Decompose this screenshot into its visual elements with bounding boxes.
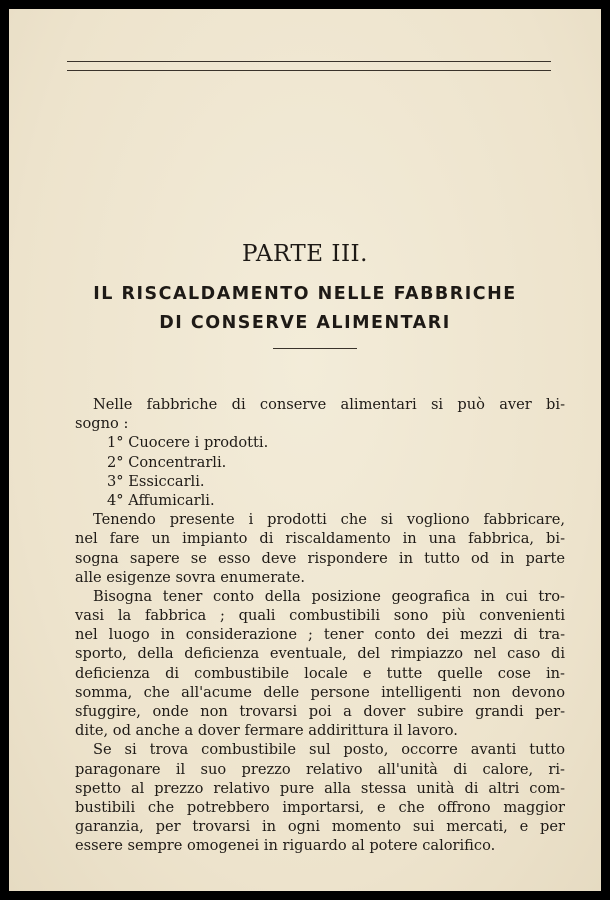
text-line: sogna sapere se esso deve rispondere in tutto od in parte [75,549,565,567]
header-double-rule [67,61,551,71]
text-line: deficienza di combustibile locale e tutte quelle cose in- [75,664,565,682]
text-line: Se si trova combustibile sul posto, occorre avanti tutto [93,741,565,759]
title-divider [273,348,357,349]
text-line: essere sempre omogenei in riguardo al potere calorifico. [75,837,496,855]
list-item: 3° Essiccarli. [107,472,205,490]
text-line: spetto al prezzo relativo pure alla stessa unità di altri com- [75,779,565,797]
text-line: nel luogo in considerazione ; tener conto dei mezzi di tra- [75,626,565,644]
part-title: PARTE III. [242,241,368,267]
text-line: bustibili che potrebbero importarsi, e che offrono maggior [75,798,565,816]
text-line: Tenendo presente i prodotti che si vogliono fabbricare, [93,511,565,529]
section-title-line2: DI CONSERVE ALIMENTARI [159,313,451,333]
section-title-line1: IL RISCALDAMENTO NELLE FABBRICHE [93,284,517,304]
list-item: 1° Cuocere i prodotti. [107,434,269,452]
text-line: Nelle fabbriche di conserve alimentari si può aver bi- [93,396,565,413]
text-line: sporto, della deficienza eventuale, del rimpiazzo nel caso di [75,645,565,663]
body-text [75,395,565,856]
text-line: garanzia, per trovarsi in ogni momento sui mercati, e per [75,818,565,836]
text-line: somma, che all'acume delle persone intelligenti non devono [75,683,565,701]
text-line: alle esigenze sovra enumerate. [75,568,306,586]
text-line: dite, od anche a dover fermare addirittura il lavoro. [75,722,458,740]
text-line: nel fare un impianto di riscaldamento in una fabbrica, bi- [75,530,565,548]
text-line: vasi la fabbrica ; quali combustibili sono più convenienti [75,607,565,625]
book-page [9,9,601,891]
text-line: sfuggire, onde non trovarsi poi a dover subire grandi per- [75,703,565,720]
text-line: sogno : [75,415,129,433]
text-line: Bisogna tener conto della posizione geografica in cui tro- [93,587,565,605]
text-line: paragonare il suo prezzo relativo all'unità di calore, ri- [75,760,565,778]
list-item: 4° Affumicarli. [107,491,215,509]
list-item: 2° Concentrarli. [107,453,227,471]
